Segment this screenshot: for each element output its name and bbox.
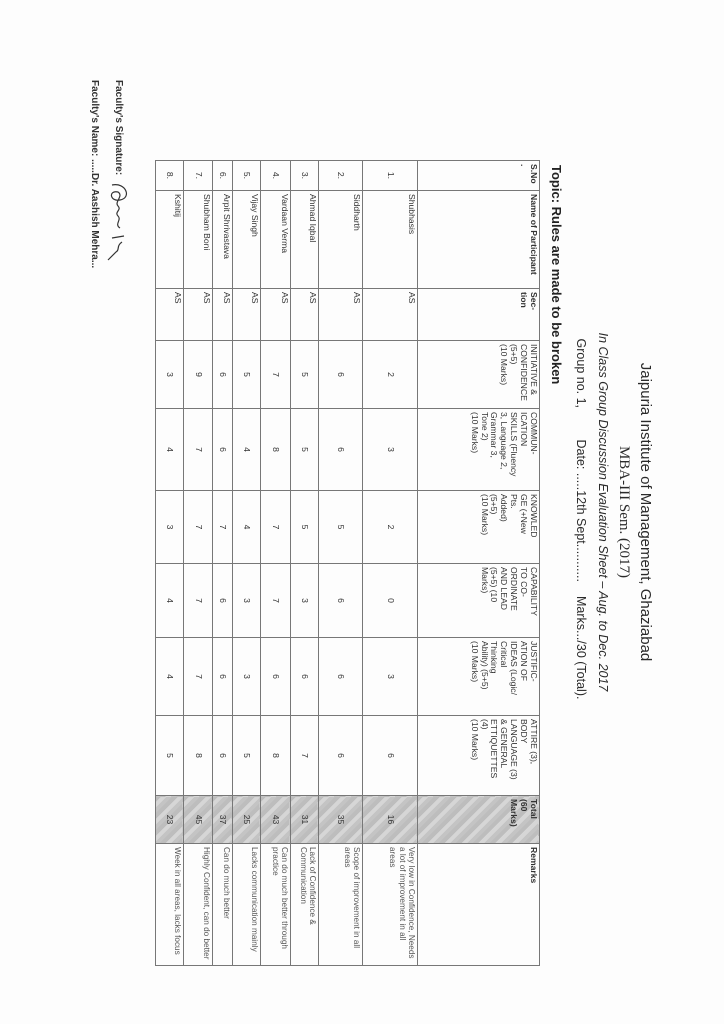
score-cell: 3 — [363, 409, 418, 491]
score-cell: 6 — [319, 564, 363, 638]
score-cell: 8 — [261, 716, 291, 796]
score-cell: 3 — [233, 564, 261, 638]
section-cell: AS — [363, 289, 418, 341]
table-row — [156, 161, 184, 966]
score-cell: 8 — [184, 716, 213, 796]
column-header: Remarks — [418, 844, 540, 966]
total-cell: 37 — [213, 796, 233, 844]
score-cell: 2 — [363, 341, 418, 409]
score-cell: 6 — [213, 341, 233, 409]
column-header: Name of Participant — [418, 191, 540, 289]
score-cell: 3 — [156, 491, 184, 564]
column-header: CAPABILITY TO CO- ORDINATE AND LEAD (5+5) (10 Marks) — [418, 564, 540, 638]
serial-number-cell: 8. — [156, 161, 184, 191]
score-cell: 3 — [363, 638, 418, 716]
score-cell: 5 — [156, 716, 184, 796]
serial-number-cell: 4. — [261, 161, 291, 191]
score-cell: 7 — [184, 564, 213, 638]
serial-number-cell: 6. — [213, 161, 233, 191]
score-cell: 2 — [363, 491, 418, 564]
participant-name-cell: Shubham Boni — [184, 191, 213, 289]
faculty-name: Faculty's Name: .....Dr. Aashish Mehra... — [89, 80, 100, 269]
participant-name-cell: Vijay Singh — [233, 191, 261, 289]
section-cell: AS — [213, 289, 233, 341]
score-cell: 7 — [184, 491, 213, 564]
score-cell: 5 — [233, 341, 261, 409]
score-cell: 6 — [363, 716, 418, 796]
score-cell: 4 — [233, 491, 261, 564]
signature-label: Faculty's Signature: — [113, 80, 124, 176]
remarks-cell: Lack of Confidence & Communication — [291, 844, 319, 966]
score-cell: 7 — [261, 564, 291, 638]
participant-name-cell: Ahmad Iqbal — [291, 191, 319, 289]
remarks-cell: Week in all areas, lacks focus — [156, 844, 184, 966]
total-cell: 31 — [291, 796, 319, 844]
remarks-cell: Very low in Confidence, Needs a lot of improvement in all areas — [363, 844, 418, 966]
institute-name: Jaipuria Institute of Management, Ghaziabad — [637, 362, 654, 662]
score-cell: 7 — [184, 638, 213, 716]
score-cell: 6 — [213, 409, 233, 491]
topic: Topic: Rules are made to be broken — [549, 165, 564, 385]
group-number: Group no. 1, — [574, 338, 588, 409]
section-cell: AS — [291, 289, 319, 341]
total-cell: 43 — [261, 796, 291, 844]
section-cell: AS — [261, 289, 291, 341]
serial-number-cell: 3. — [291, 161, 319, 191]
score-cell: 5 — [233, 716, 261, 796]
score-cell: 6 — [213, 564, 233, 638]
score-cell: 6 — [319, 341, 363, 409]
remarks-cell: Can do much better — [213, 844, 233, 966]
section-cell: AS — [184, 289, 213, 341]
column-header: Sec- tion — [418, 289, 540, 341]
score-cell: 4 — [156, 409, 184, 491]
participant-name-cell: Siddharth — [319, 191, 363, 289]
score-cell: 6 — [261, 638, 291, 716]
column-header: JUSTIFIC- ATION OF IDEAS (Logic/ Critical Thinking Ability) (5+5) (10 Marks) — [418, 638, 540, 716]
serial-number-cell: 7. — [184, 161, 213, 191]
table-row — [363, 161, 418, 966]
total-cell: 35 — [319, 796, 363, 844]
score-cell: 8 — [261, 409, 291, 491]
score-cell: 7 — [261, 491, 291, 564]
score-cell: 7 — [213, 491, 233, 564]
score-cell: 4 — [156, 564, 184, 638]
column-header: COMMUN- ICATION SKILLS (Fluency 3, Language 2, Grammar 3, Tone 2) (10 Marks) — [418, 409, 540, 491]
score-cell: 3 — [156, 341, 184, 409]
score-cell: 6 — [213, 716, 233, 796]
table-row — [213, 161, 233, 966]
score-cell: 3 — [233, 638, 261, 716]
remarks-cell: Lacks communication mainly — [233, 844, 261, 966]
score-cell: 6 — [213, 638, 233, 716]
column-header: KNOWLED GE (+New Pts. Added) (5+5) (10 Marks) — [418, 491, 540, 564]
score-cell: 7 — [291, 716, 319, 796]
signature-image — [104, 180, 134, 270]
group-date-line — [574, 0, 588, 1024]
participant-name-cell: Arpit Shrivastava — [213, 191, 233, 289]
remarks-cell: Can do much better through practice — [261, 844, 291, 966]
score-cell: 5 — [291, 341, 319, 409]
score-cell: 7 — [261, 341, 291, 409]
table-row — [319, 161, 363, 966]
score-cell: 5 — [291, 491, 319, 564]
total-cell: 45 — [184, 796, 213, 844]
participant-name-cell: Shubhasis — [363, 191, 418, 289]
marks-total: Marks.../30 (Total). — [574, 595, 588, 700]
score-cell: 5 — [319, 491, 363, 564]
total-cell: 16 — [363, 796, 418, 844]
score-cell: 6 — [319, 638, 363, 716]
serial-number-cell: 2. — [319, 161, 363, 191]
column-header: S.No . — [418, 161, 540, 191]
participant-name-cell: Vardaan Verma — [261, 191, 291, 289]
section-cell: AS — [319, 289, 363, 341]
score-cell: 0 — [363, 564, 418, 638]
table-row — [233, 161, 261, 966]
serial-number-cell: 5. — [233, 161, 261, 191]
table-row — [261, 161, 291, 966]
score-cell: 6 — [291, 638, 319, 716]
score-cell: 6 — [319, 716, 363, 796]
serial-number-cell: 1. — [363, 161, 418, 191]
section-cell: AS — [156, 289, 184, 341]
section-cell: AS — [233, 289, 261, 341]
remarks-cell: Scope of improvement in all areas — [319, 844, 363, 966]
total-cell: 25 — [233, 796, 261, 844]
evaluation-table — [155, 160, 540, 966]
table-row — [291, 161, 319, 966]
score-cell: 3 — [291, 564, 319, 638]
date: Date: .....12th Sept........... — [574, 439, 588, 582]
column-header: ATTIRE (3), BODY LANGUAGE (3) & GENERAL ETTIQUETTES (4) (10 Marks) — [418, 716, 540, 796]
column-header: INITIATIVE & CONFIDENCE (5+5) (10 Marks) — [418, 341, 540, 409]
total-cell: 23 — [156, 796, 184, 844]
score-cell: 4 — [156, 638, 184, 716]
participant-name-cell: Kshitij — [156, 191, 184, 289]
column-header: Total (60 Marks) — [418, 796, 540, 844]
score-cell: 7 — [184, 409, 213, 491]
score-cell: 6 — [319, 409, 363, 491]
sheet-title: In Class Group Discussion Evaluation Sheet – Aug. to Dec. 2017 — [596, 332, 610, 692]
program-title: MBA-III Sem. (2017) — [616, 445, 632, 579]
remarks-cell: Highly Confident, can do better — [184, 844, 213, 966]
score-cell: 4 — [233, 409, 261, 491]
score-cell: 5 — [291, 409, 319, 491]
score-cell: 9 — [184, 341, 213, 409]
table-header-row — [418, 161, 540, 966]
table-row — [184, 161, 213, 966]
